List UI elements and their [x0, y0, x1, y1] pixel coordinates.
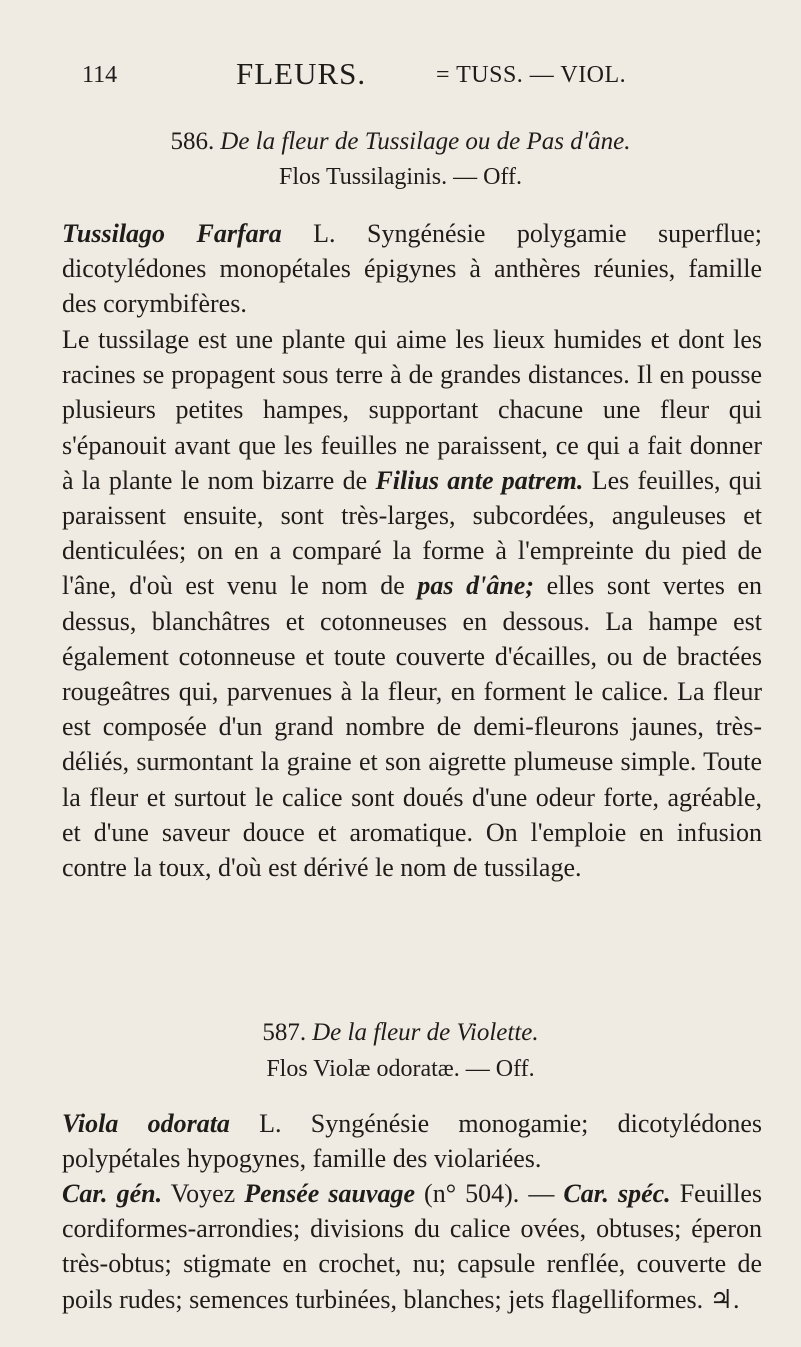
entry-586-latin: Flos Tussilaginis. — Off.: [279, 164, 522, 190]
running-title: FLEURS.: [236, 56, 367, 91]
entry-587-paragraph-1: [62, 1106, 762, 1176]
car-spec-label: Car. spéc.: [563, 1179, 671, 1208]
voyez-text: Voyez: [170, 1179, 236, 1208]
description-text-b: Les feuilles, qui paraissent ensuite, sont très-larges, subcordées, anguleuses et denticulées; on en a comparé la forme à l'empreinte du pied de l'âne, d'où est venu le nom de: [62, 465, 763, 601]
entry-587-heading: De la fleur de Violette.: [312, 1019, 539, 1046]
filius-phrase: Filius ante patrem.: [375, 465, 584, 495]
entry-587-number: 587.: [262, 1019, 307, 1046]
entry-587-paragraph-2: [62, 1176, 762, 1317]
car-gen-label: Car. gén.: [62, 1179, 163, 1208]
pas-dane-phrase: pas d'âne;: [417, 571, 534, 601]
entry-586-number: 586.: [170, 128, 215, 155]
description-text-c: elles sont vertes en dessus, blanchâtres et cotonneuses en dessous. La hampe est également cotonneuse et toute couverte d'écailles, ou de bractées rougeâtres qui, parvenues à la fleur, en forment le calice. La fleur est composée d'un grand nombre de demi-fleurons jaunes, très-déliés, surmontant la graine et son aigrette plumeuse simple. Toute la fleur et surtout le calice sont doués d'une odeur forte, agréable, et d'une saveur douce et aromatique. On l'emploie en infusion contre la toux, d'où est dérivé le nom de tussilage.: [62, 571, 763, 883]
classification-text: L. Syngénésie polygamie superflue; dicotylédones monopétales épigynes à anthères réunies, famille des corymbifères.: [62, 219, 762, 319]
entry-586-paragraph-2: [62, 322, 762, 885]
page-number: 114: [82, 62, 118, 88]
entry-587-title: [0, 1019, 801, 1047]
entry-586-paragraph-1: [62, 216, 762, 322]
species-characteristics: Feuilles cordiformes-arrondies; divisions du calice ovées, obtuses; éperon très-obtus; stigmate en crochet, nu; capsule renflée, couverte de poils rudes; semences turbinées, blanches; jets flagelliformes. ♃.: [62, 1179, 763, 1314]
species-name: Tussilago Farfara: [62, 219, 282, 248]
pensee-sauvage-ref: Pensée sauvage: [244, 1179, 415, 1208]
entry-587-latin: Flos Violæ odoratæ. — Off.: [266, 1056, 535, 1082]
classification-text: L. Syngénésie monogamie; dicotylédones polypétales hypogynes, famille des violariées.: [62, 1109, 763, 1174]
running-subtitle: = TUSS. — VIOL.: [436, 62, 627, 88]
entry-586-heading: De la fleur de Tussilage ou de Pas d'âne.: [220, 128, 631, 155]
entry-586-title: [0, 128, 801, 156]
description-text-a: Le tussilage est une plante qui aime les lieux humides et dont les racines se propagent sous terre à de grandes distances. Il en pousse plusieurs petites hampes, supportant chacune une fleur qui s'épanouit avant que les feuilles ne paraissent, ce qui a fait donner à la plante le nom bizarre de: [62, 325, 762, 495]
reference-number: (n° 504). —: [424, 1179, 555, 1208]
species-name: Viola odorata: [62, 1109, 230, 1138]
